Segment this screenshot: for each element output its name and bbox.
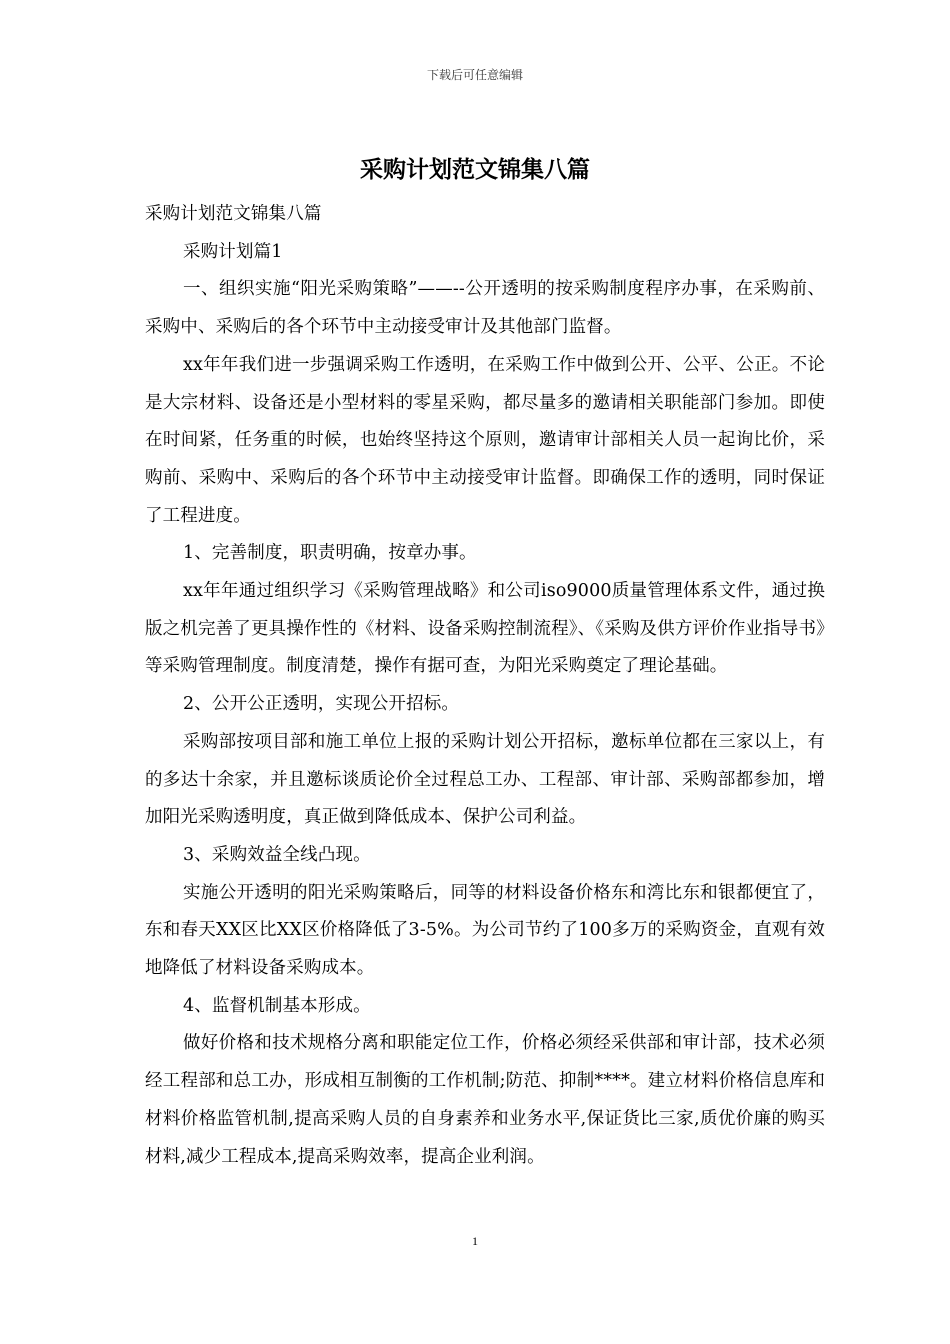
body-paragraph: xx年年我们进一步强调采购工作透明，在采购工作中做到公开、公平、公正。不论是大宗材料、设备还是小型材料的零星采购，都尽量多的邀请相关职能部门参加。即使在时间紧，任务重的时候，也始终坚持这个原则，邀请审计部相关人员一起询比价，采购前、采购中、采购后的各个环节中主动接受审计监督。即确保工作的透明，同时保证了工程进度。: [145, 354, 825, 526]
body-paragraph: 4、监督机制基本形成。: [183, 995, 371, 1016]
document-title: 采购计划范文锦集八篇: [360, 157, 590, 183]
body-paragraph: 实施公开透明的阳光采购策略后，同等的材料设备价格东和湾比东和银都便宜了，东和春天XX区比XX区价格降低了3-5%。为公司节约了100多万的采购资金，直观有效地降低了材料设备采购成本。: [145, 882, 825, 979]
body-paragraph: xx年年通过组织学习《采购管理战略》和公司iso9000质量管理体系文件，通过换版之机完善了更具操作性的《材料、设备采购控制流程》、《采购及供方评价作业指导书》等采购管理制度。制度清楚，操作有据可查，为阳光采购奠定了理论基础。: [145, 581, 825, 677]
page-header-note: 下载后可任意编辑: [426, 68, 523, 82]
body-paragraph: 3、采购效益全线凸现。: [183, 844, 371, 865]
body-paragraph: 一、组织实施“阳光采购策略”——--公开透明的按采购制度程序办事，在采购前、采购中、采购后的各个环节中主动接受审计及其他部门监督。: [145, 279, 825, 338]
body-paragraph: 1、完善制度，职责明确，按章办事。: [183, 543, 477, 564]
document-body: [145, 196, 825, 1176]
body-paragraph: 2、公开公正透明，实现公开招标。: [183, 694, 460, 715]
body-paragraph: 采购部按项目部和施工单位上报的采购计划公开招标，邀标单位都在三家以上，有的多达十余家，并且邀标谈质论价全过程总工办、工程部、审计部、采购部都参加，增加阳光采购透明度，真正做到降低成本、保护公司利益。: [145, 731, 825, 828]
body-paragraph: 做好价格和技术规格分离和职能定位工作，价格必须经采供部和审计部，技术必须经工程部和总工办，形成相互制衡的工作机制;防范、抑制****。建立材料价格信息库和材料价格监管机制,提高采购人员的自身素养和业务水平,保证货比三家,质优价廉的购买材料,减少工程成本,提高采购效率，提高企业利润。: [145, 1033, 825, 1167]
document-subtitle: 采购计划范文锦集八篇: [145, 204, 322, 224]
page-number: 1: [472, 1234, 478, 1248]
body-paragraph: 采购计划篇1: [183, 241, 283, 262]
